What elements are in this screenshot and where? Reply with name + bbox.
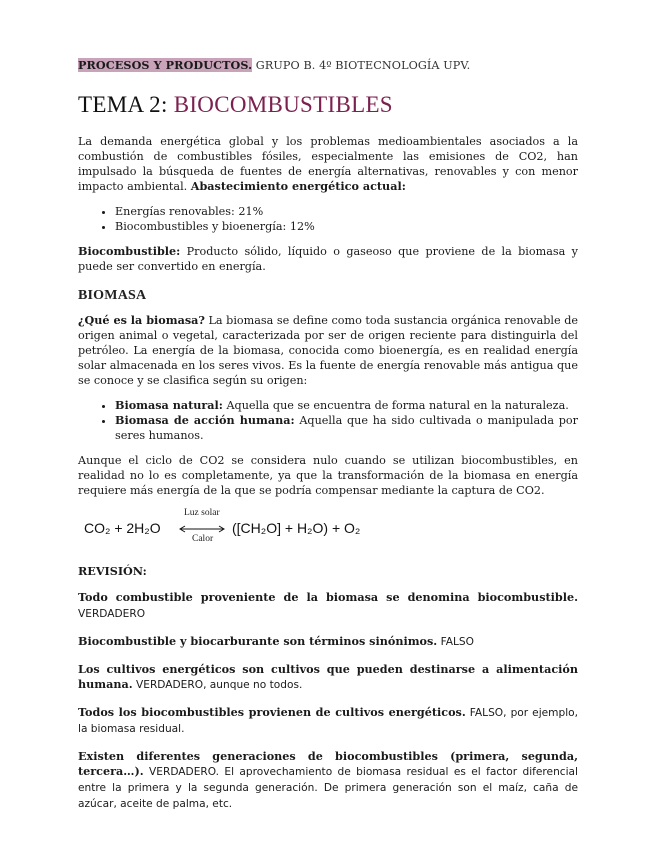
equation-label-bottom: Calor xyxy=(192,534,214,544)
page-content xyxy=(78,58,578,824)
revision-title: REVISIÓN: xyxy=(78,564,147,578)
list-item xyxy=(115,413,578,443)
photosynthesis-equation xyxy=(84,508,404,544)
revision-question xyxy=(78,662,578,693)
course-header-highlight: PROCESOS Y PRODUCTOS. xyxy=(78,58,253,72)
title-accent: BIOCOMBUSTIBLES xyxy=(173,92,393,117)
revision-question xyxy=(78,749,578,812)
biomasa-text: La biomasa se define como toda sustancia orgánica renovable de origen animal o vegetal, caracterizada por ser de origen reciente para distinguirla del petróleo. La energía de la biomasa, conocida como bioenergía, es en realidad energía solar almacenada en los seres vivos. Es la fuente de energía renovable más antigua que se conoce y se clasifica según su origen: xyxy=(78,314,578,387)
type-text: Aquella que ha sido cultivada o manipulada por seres humanos. xyxy=(115,414,578,442)
equation-label-top: Luz solar xyxy=(184,508,220,518)
reversible-arrow-icon xyxy=(177,525,227,533)
type-text: Aquella que se encuentra de forma natural en la naturaleza. xyxy=(222,399,569,412)
intro-paragraph xyxy=(78,134,578,194)
intro-bold: Abastecimiento energético actual: xyxy=(190,179,406,193)
equation-left: CO₂ + 2H₂O xyxy=(84,520,161,536)
question-text: Los cultivos energéticos son cultivos que pueden destinarse a alimentación humana. xyxy=(78,662,578,691)
definition-term: Biocombustible: xyxy=(78,244,181,258)
course-header xyxy=(78,58,578,72)
revision-question xyxy=(78,590,578,622)
definition-paragraph xyxy=(78,244,578,274)
question-text: Todos los biocombustibles provienen de cultivos energéticos. xyxy=(78,705,466,719)
page-title xyxy=(78,92,578,118)
supply-list xyxy=(78,204,578,234)
course-header-rest: GRUPO B. 4º BIOTECNOLOGÍA UPV. xyxy=(252,59,471,72)
title-prefix: TEMA 2: xyxy=(78,92,174,117)
answer-text: FALSO, por ejemplo, la biomasa residual. xyxy=(78,707,578,735)
list-item: • Energías renovables: 21% xyxy=(115,204,578,219)
question-text: Biocombustible y biocarburante son términos sinónimos. xyxy=(78,634,438,648)
answer-text: VERDADERO, aunque no todos. xyxy=(132,679,303,691)
list-item: • Biocombustibles y bioenergía: 12% xyxy=(115,219,578,234)
equation-right-text: [CH₂O] + H₂O) + O₂ xyxy=(236,520,361,536)
biomasa-types-list xyxy=(78,398,578,443)
intro-text: La demanda energética global y los problemas medioambientales asociados a la combustión de combustibles fósiles, especialmente las emisiones de CO2, han impulsado la búsqueda de fuentes de energía alternativas, renovables y con menor impacto ambiental. xyxy=(78,135,578,193)
list-item xyxy=(115,398,578,413)
question-text: Todo combustible proveniente de la biomasa se denomina biocombustible. xyxy=(78,590,578,604)
biomasa-paragraph xyxy=(78,313,578,388)
answer-text: VERDADERO. El aprovechamiento de biomasa residual es el factor diferencial entre la primera y la segunda generación. De primera generación son el maíz, caña de azúcar, aceite de palma, etc. xyxy=(78,766,578,810)
co2-cycle-paragraph: Aunque el ciclo de CO2 se considera nulo cuando se utilizan biocombustibles, en realidad no lo es completamente, ya que la transformación de la biomasa en energía requiere más energía de la que se podría compensar mediante la captura de CO2. xyxy=(78,454,578,497)
question-text: Existen diferentes generaciones de biocombustibles (primera, segunda, tercera…). xyxy=(78,749,578,778)
answer-text: FALSO xyxy=(437,636,474,648)
answer-text: VERDADERO xyxy=(78,608,146,620)
type-term: Biomasa natural: xyxy=(115,398,223,412)
revision-question xyxy=(78,705,578,737)
type-term: Biomasa de acción humana: xyxy=(115,413,295,427)
equation-right: ([CH₂O] + H₂O) + O₂ xyxy=(232,520,361,536)
definition-text: Producto sólido, líquido o gaseoso que proviene de la biomasa y puede ser convertido en energía. xyxy=(78,245,578,273)
section-heading-biomasa: BIOMASA xyxy=(78,288,147,303)
revision-question xyxy=(78,634,578,650)
biomasa-question: ¿Qué es la biomasa? xyxy=(78,313,205,327)
